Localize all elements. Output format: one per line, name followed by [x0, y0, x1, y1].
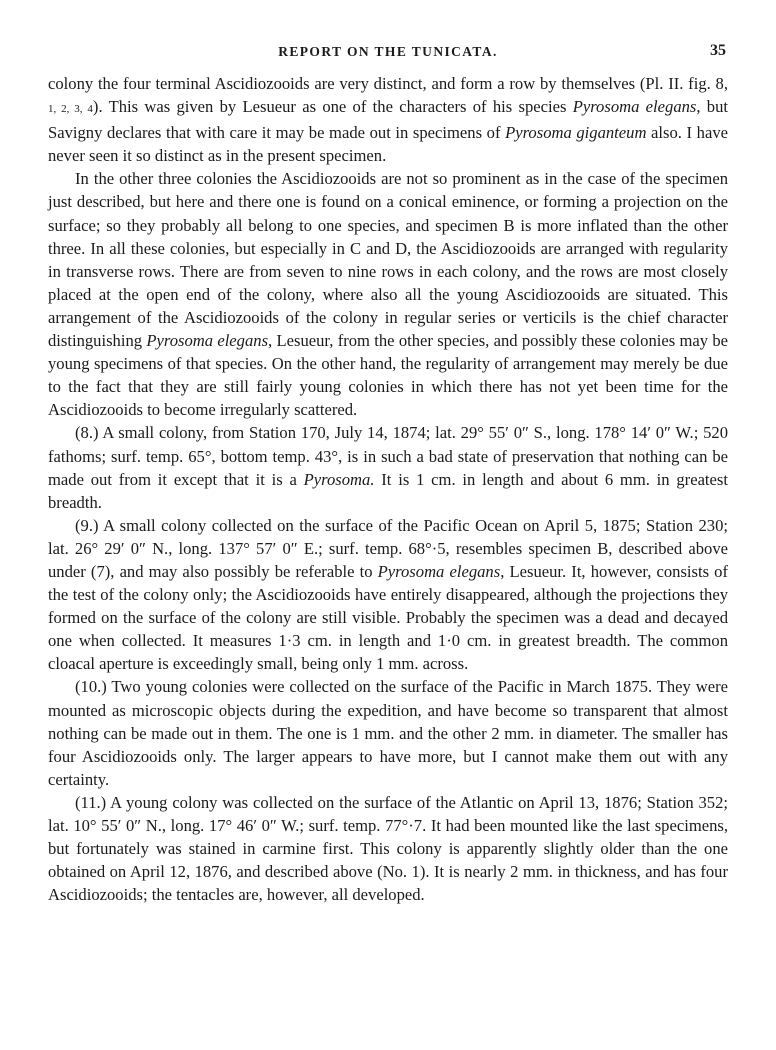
paragraph-4: (9.) A small colony collected on the surface of the Pacific Ocean on April 5, 1875; Station 230; lat. 26° 29′ 0″ N., long. 137° 57′ 0″ E.; surf. temp. 68°·5, resembles specimen B, described above under (7), and may also possibly be referable to Pyrosoma elegans, Lesueur. It, however, consists of the test of the colony only; the Ascidiozooids have entirely disappeared, although the projections they formed on the surface of the colony are still visible. Probably the specimen was a dead and decayed one when collected. It measures 1·3 cm. in length and 1·0 cm. in greatest breadth. The common cloacal aperture is exceedingly small, being only 1 mm. across. — [48, 515, 729, 674]
paragraph-5: (10.) Two young colonies were collected on the surface of the Pacific in March 1875. They were mounted as microscopic objects during the expedition, and have become so transparent that almost nothing can be made out in them. The one is 1 mm. and the other 2 mm. in diameter. The smaller has four Ascidiozooids only. The larger appears to have more, but I cannot make them out with any certainty. — [48, 677, 728, 789]
body-text — [48, 72, 728, 906]
paragraph-3: (8.) A small colony, from Station 170, July 14, 1874; lat. 29° 55′ 0″ S., long. 178° 14′ 0″ W.; 520 fathoms; surf. temp. 65°, bottom temp. 43°, is in such a bad state of preservation that nothing can be made out from it except that it is a Pyrosoma. It is 1 cm. in length and about 6 mm. in greatest breadth. — [48, 423, 728, 512]
paragraph-6: (11.) A young colony was collected on the surface of the Atlantic on April 13, 1876; Station 352; lat. 10° 55′ 0″ N., long. 17° 46′ 0″ W.; surf. temp. 77°·7. It had been mounted like the last specimens, but fortunately was stained in carmine first. This colony is apparently slightly older than the one obtained on April 12, 1876, and described above (No. 1). It is nearly 2 mm. in thickness, and has four Ascidiozooids; the tentacles are, however, all developed. — [48, 792, 728, 905]
paragraph-2: In the other three colonies the Ascidiozooids are not so prominent as in the case of the specimen just described, but here and there one is found on a conical eminence, or forming a projection on the surface; so they probably all belong to one species, and specimen B is more inflated than the other three. In all these colonies, but especially in C and D, the Ascidiozooids are arranged with regularity in transverse rows. There are from seven to nine rows in each colony, and the rows are most closely placed at the open end of the colony, where also all the young Ascidiozooids are situated. This arrangement of the Ascidiozooids of the colony in regular series or verticils is the chief character distinguishing Pyrosoma elegans, Lesueur, from the other species, and possibly these colonies may be young specimens of that species. On the other hand, the regularity of arrangement may merely be due to the fact that they are still fairly young colonies in which there has not yet been time for the Ascidiozooids to become irregularly scattered. — [48, 169, 729, 420]
running-header — [50, 44, 726, 68]
page-number: 35 — [710, 42, 726, 59]
running-title: REPORT ON THE TUNICATA. — [278, 44, 498, 59]
paragraph-1: colony the four terminal Ascidiozooids are very distinct, and form a row by themselves (Pl. II. fig. 8, 1, 2, 3, 4). This was given by Lesueur as one of the characters of his species Pyrosoma elegans, but Savigny declares that with care it may be made out in specimens of Pyrosoma giganteum also. I have never seen it so distinct as in the present specimen. — [48, 74, 729, 166]
